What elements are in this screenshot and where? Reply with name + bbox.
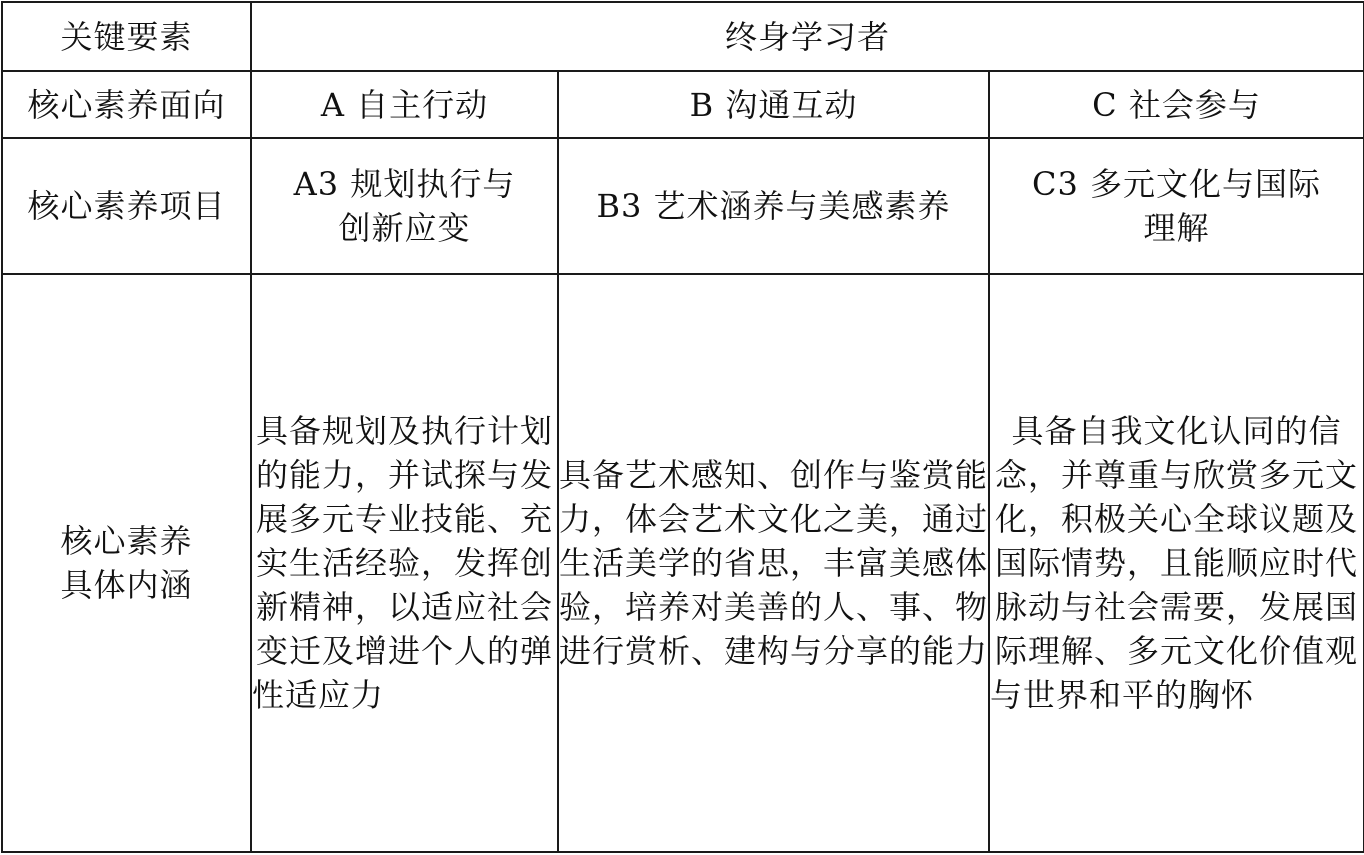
cell-aspect-c: C 社会参与 <box>989 71 1364 138</box>
core-competency-table <box>1 1 1364 853</box>
cell-content-c: 具备自我文化认同的信念，并尊重与欣赏多元文化，积极关心全球议题及国际情势，且能顺应时代脉动与社会需要，发展国际理解、多元文化价值观与世界和平的胸怀 <box>989 274 1364 852</box>
cell-aspect-label: 核心素养面向 <box>2 71 251 138</box>
cell-content-a: 具备规划及执行计划的能力，并试探与发展多元专业技能、充实生活经验，发挥创新精神，以适应社会变迁及增进个人的弹性适应力 <box>251 274 558 852</box>
row-aspect <box>2 71 1364 138</box>
cell-item-a-line2: 创新应变 <box>338 209 471 247</box>
cell-aspect-a: A 自主行动 <box>251 71 558 138</box>
cell-key-element-value: 终身学习者 <box>251 2 1364 71</box>
cell-item-a-line1: A3 规划执行与 <box>293 165 516 203</box>
cell-item-c-line2: 理解 <box>1143 209 1210 247</box>
cell-aspect-b: B 沟通互动 <box>558 71 989 138</box>
cell-content-label-line1: 核心素养 <box>60 522 193 560</box>
cell-item-a <box>251 138 558 274</box>
cell-content-label-line2: 具体内涵 <box>60 566 193 604</box>
cell-key-element-label: 关键要素 <box>2 2 251 71</box>
cell-content-b: 具备艺术感知、创作与鉴赏能力，体会艺术文化之美，通过生活美学的省思，丰富美感体验，培养对美善的人、事、物进行赏析、建构与分享的能力 <box>558 274 989 852</box>
cell-item-b: B3 艺术涵养与美感素养 <box>558 138 989 274</box>
cell-item-label: 核心素养项目 <box>2 138 251 274</box>
cell-content-label <box>2 274 251 852</box>
row-item <box>2 138 1364 274</box>
cell-item-c <box>989 138 1364 274</box>
cell-item-c-line1: C3 多元文化与国际 <box>1031 165 1322 203</box>
row-content <box>2 274 1364 852</box>
row-key-element <box>2 2 1364 71</box>
